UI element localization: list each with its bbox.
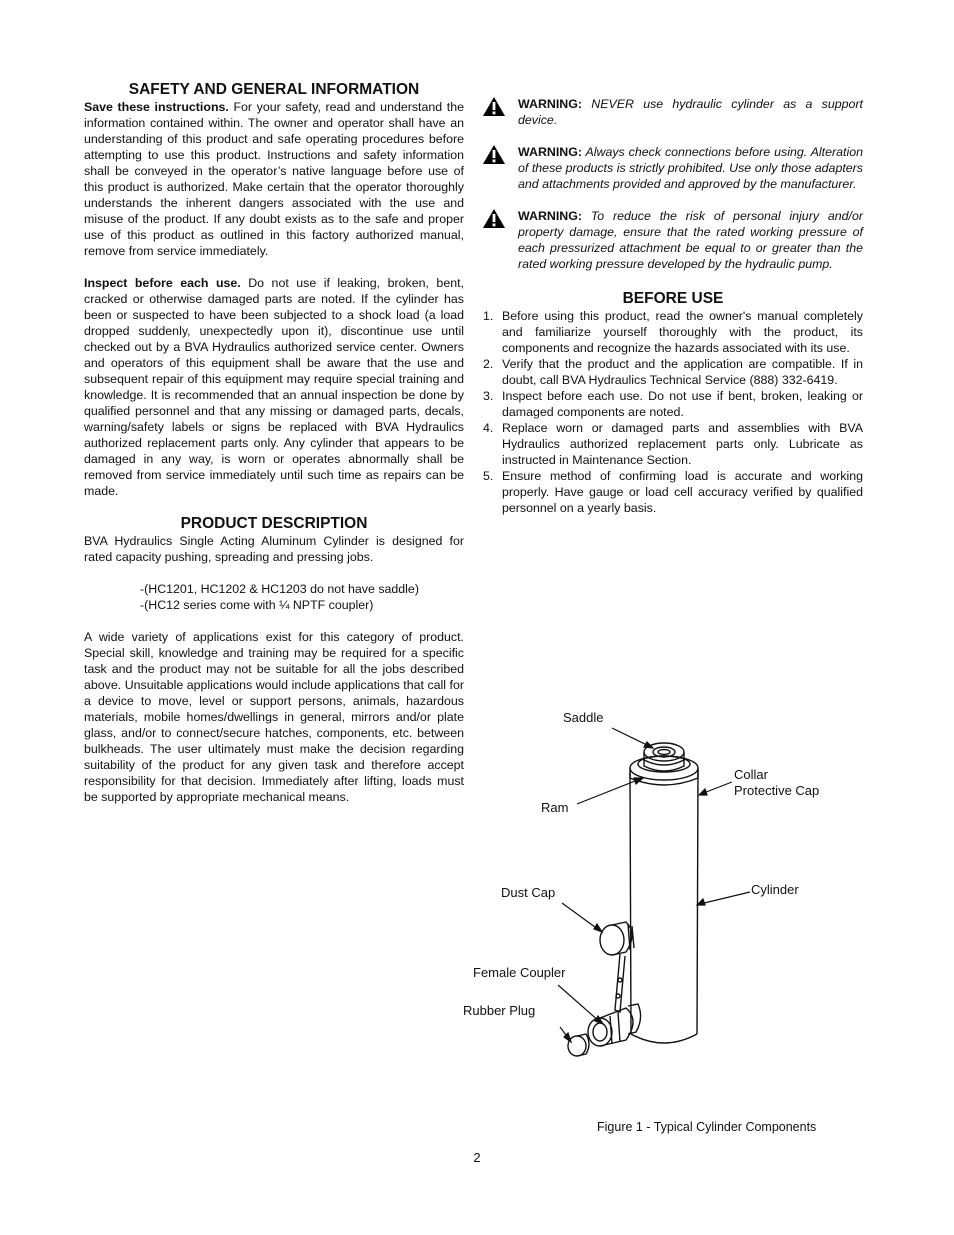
warning-label: WARNING: (518, 209, 583, 223)
figure-caption: Figure 1 - Typical Cylinder Components (597, 1120, 817, 1134)
product-note-2: -(HC12 series come with ¼ NPTF coupler) (140, 598, 374, 612)
safety-paragraph-2 (84, 275, 464, 499)
list-item-text: Before using this product, read the owner's manual completely and familiarize yourself thoroughly with the product, its components and recognize the hazards associated with its use. (502, 309, 863, 355)
safety-p1-body: For your safety, read and understand the information contained within. The owner and operator shall have an understanding of this product and safe operating procedures before attempting to use this product. Instructions and safety information shall be conveyed in the operator’s native language before use of this product is authorized. Make certain that the operator thoroughly understands the inherent dangers associated with the use and misuse of the product. If any doubt exists as to the safe and proper use of this product as outlined in this factory authorized manual, remove from service immediately. (84, 100, 464, 258)
label-cylinder: Cylinder (751, 882, 799, 897)
before-use-list (483, 308, 863, 516)
list-item-number: 2. (483, 357, 494, 371)
label-protective-cap: Protective Cap (734, 783, 820, 798)
warning-text-3 (518, 208, 863, 272)
list-item (483, 388, 863, 420)
label-saddle: Saddle (563, 710, 604, 725)
before-use-heading: BEFORE USE (622, 290, 724, 307)
warning-body: Always check connections before using. Alteration of these products is strictly prohibited. Use only those adapters and attachments provided and approved by the manufacturer. (518, 145, 863, 191)
label-collar: Collar (734, 767, 768, 782)
list-item-text: Verify that the product and the application are compatible. If in doubt, call BVA Hydraulics Technical Service (888) 332-6419. (502, 357, 863, 387)
label-ram: Ram (541, 800, 569, 815)
safety-p2-lead: Inspect before each use. (84, 276, 241, 290)
list-item (483, 308, 863, 356)
list-item (483, 420, 863, 468)
left-column (84, 81, 464, 805)
product-paragraph-2: A wide variety of applications exist for this category of product. Special skill, knowledge and training may be required for a specific task and the product may not be suitable for all the jobs described above. Unsuitable applications would include applications that call for a device to move, level or support persons, animals, hazardous materials, mobile homes/dwellings in general, mirrors and/or plate glass, and/or to connect/secure hatches, components, etc. between bulkheads. The user ultimately must make the decision regarding suitability of the product for any given task and therefore accept responsibility for that decision. Immediately after lifting, loads must be supported by appropriate mechanical means. (84, 630, 464, 804)
warning-triangle-icon (483, 208, 518, 232)
product-heading: PRODUCT DESCRIPTION (180, 515, 368, 532)
warning-triangle-icon (483, 144, 518, 168)
safety-heading: SAFETY AND GENERAL INFORMATION (128, 81, 420, 98)
label-rubber-plug: Rubber Plug (463, 1003, 536, 1018)
warning-block-1 (483, 96, 863, 128)
list-item-text: Replace worn or damaged parts and assemblies with BVA Hydraulics authorized replacement parts only. Lubricate as instructed in Maintenance Section. (502, 421, 863, 467)
page-number: 2 (473, 1150, 481, 1165)
product-paragraph-1: BVA Hydraulics Single Acting Aluminum Cylinder is designed for rated capacity pushing, spreading and pressing jobs. (84, 534, 464, 564)
warning-block-2 (483, 144, 863, 192)
warning-body: To reduce the risk of personal injury and/or property damage, ensure that the rated working pressure of each pressurized attachment be equal to or greater than the rated working pressure developed by the hydraulic pump. (518, 209, 863, 271)
list-item-number: 3. (483, 389, 494, 403)
warning-label: WARNING: (518, 145, 583, 159)
cylinder-figure (460, 700, 880, 1100)
warning-triangle-icon (483, 96, 518, 120)
right-column (483, 96, 863, 516)
product-note-1: -(HC1201, HC1202 & HC1203 do not have saddle) (140, 582, 419, 596)
safety-p2-body: Do not use if leaking, broken, bent, cracked or otherwise damaged parts are noted. If the cylinder has been or suspected to have been subjected to a shock load (a load dropped suddenly, unexpectedly upon it), discontinue use until checked out by a BVA Hydraulics authorized service center. Owners and operators of this equipment shall be aware that the use and subsequent repair of this equipment may require special training and knowledge. It is recommended that an annual inspection be done by qualified personnel and that any missing or damaged parts, decals, warning/safety labels or signs be replaced with BVA Hydraulics authorized replacement parts only. Any cylinder that appears to be damaged in any way, is worn or operates abnormally shall be removed from service immediately until such time as repairs can be made. (84, 276, 464, 498)
label-female-coupler: Female Coupler (473, 965, 566, 980)
safety-paragraph-1 (84, 99, 464, 259)
list-item-number: 4. (483, 421, 494, 435)
warning-label: WARNING: (518, 97, 583, 111)
warning-body: NEVER use hydraulic cylinder as a support device. (518, 97, 863, 127)
warning-text-2 (518, 144, 863, 192)
safety-p1-lead: Save these instructions. (84, 100, 229, 114)
list-item (483, 468, 863, 516)
list-item-text: Ensure method of confirming load is accurate and working properly. Have gauge or load cell accuracy verified by qualified personnel on a yearly basis. (502, 469, 863, 515)
list-item-text: Inspect before each use. Do not use if bent, broken, leaking or damaged components are noted. (502, 389, 863, 419)
warning-text-1 (518, 96, 863, 128)
list-item-number: 1. (483, 309, 494, 323)
list-item-number: 5. (483, 469, 494, 483)
warning-block-3 (483, 208, 863, 272)
label-dust-cap: Dust Cap (501, 885, 556, 900)
list-item (483, 356, 863, 388)
